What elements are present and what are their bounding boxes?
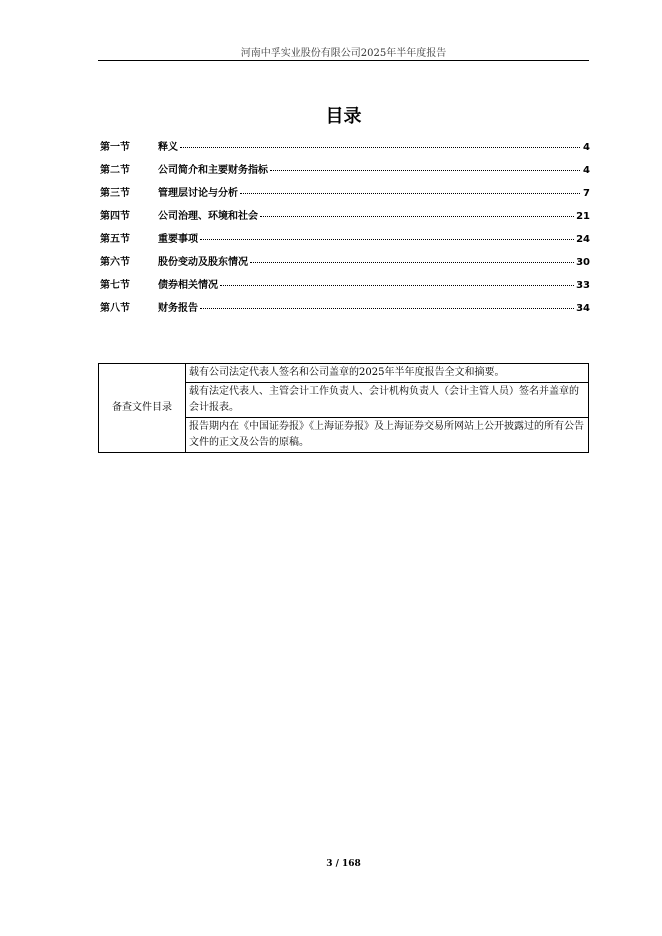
toc-entry[interactable] [100, 161, 590, 184]
toc-section-name: 释义 [158, 142, 178, 153]
toc-entry[interactable] [100, 253, 590, 276]
toc-section-name: 股份变动及股东情况 [158, 257, 248, 268]
toc-leader-dots [270, 170, 580, 171]
toc-leader-dots [240, 193, 580, 194]
table-row [99, 364, 589, 383]
toc-leader-dots [260, 216, 574, 217]
toc-entry[interactable] [100, 299, 590, 322]
reference-document-item: 载有法定代表人、主管会计工作负责人、会计机构负责人（会计主管人员）签名并盖章的会计报表。 [186, 383, 589, 418]
toc-page-number: 34 [576, 303, 590, 314]
reference-document-item: 载有公司法定代表人签名和公司盖章的2025年半年度报告全文和摘要。 [186, 364, 589, 383]
toc-page-number: 4 [583, 142, 590, 153]
toc-section-name: 财务报告 [158, 303, 198, 314]
toc-section-name: 公司简介和主要财务指标 [158, 165, 268, 176]
toc-section-number: 第七节 [100, 280, 130, 291]
toc-section-name: 管理层讨论与分析 [158, 188, 238, 199]
toc-entry[interactable] [100, 138, 590, 161]
reference-documents-table [98, 363, 589, 453]
toc-entry[interactable] [100, 207, 590, 230]
header-divider [98, 60, 589, 61]
toc-page-number: 4 [583, 165, 590, 176]
toc-entry[interactable] [100, 230, 590, 253]
toc-section-number: 第五节 [100, 234, 130, 245]
toc-page-number: 21 [576, 211, 590, 222]
page-header: 河南中孚实业股份有限公司2025年半年度报告 [240, 48, 447, 59]
toc-section-name: 公司治理、环境和社会 [158, 211, 258, 222]
toc-page-number: 24 [576, 234, 590, 245]
reference-documents-label: 备查文件目录 [99, 364, 186, 453]
table-of-contents [100, 138, 590, 322]
toc-section-number: 第六节 [100, 257, 130, 268]
toc-section-number: 第二节 [100, 165, 130, 176]
toc-page-number: 7 [583, 188, 590, 199]
toc-section-number: 第一节 [100, 142, 130, 153]
toc-leader-dots [250, 262, 574, 263]
toc-section-name: 重要事项 [158, 234, 198, 245]
toc-section-number: 第四节 [100, 211, 130, 222]
toc-section-name: 债券相关情况 [158, 280, 218, 291]
toc-page-number: 30 [576, 257, 590, 268]
toc-leader-dots [200, 239, 574, 240]
toc-leader-dots [200, 308, 574, 309]
toc-entry[interactable] [100, 276, 590, 299]
toc-entry[interactable] [100, 184, 590, 207]
toc-title: 目录 [325, 106, 362, 127]
toc-section-number: 第八节 [100, 303, 130, 314]
page-number: 3 / 168 [326, 859, 361, 869]
toc-leader-dots [220, 285, 574, 286]
toc-page-number: 33 [576, 280, 590, 291]
toc-section-number: 第三节 [100, 188, 130, 199]
toc-leader-dots [180, 147, 580, 148]
reference-document-item: 报告期内在《中国证券报》《上海证券报》及上海证券交易所网站上公开披露过的所有公告文件的正文及公告的原稿。 [186, 418, 589, 453]
